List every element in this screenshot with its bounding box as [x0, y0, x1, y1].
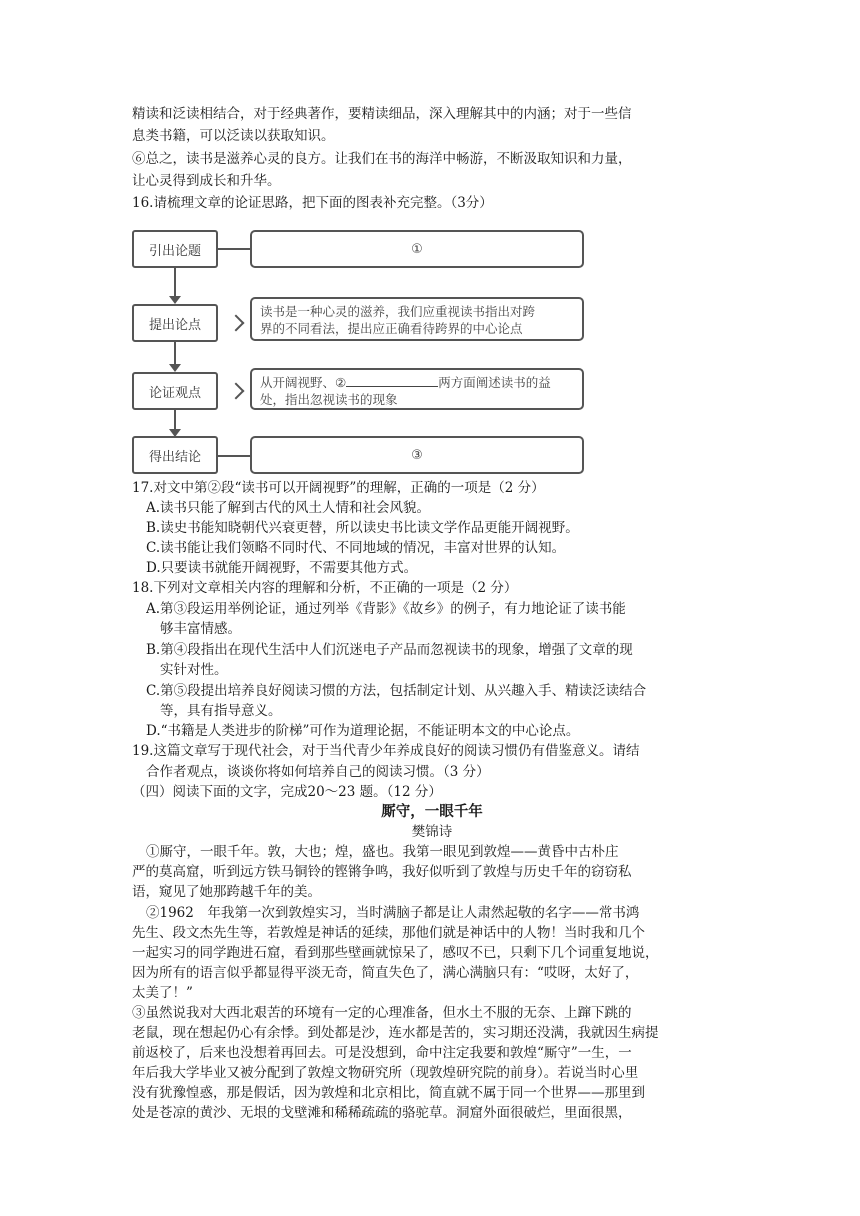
diagram-content-line — [260, 374, 574, 391]
arrow-line — [174, 268, 176, 298]
diagram-content-line: 界的不同看法，提出应正确看待跨界的中心论点 — [260, 321, 523, 336]
section-4-header: （四）阅读下面的文字，完成20～23 题。（12 分） — [132, 784, 442, 800]
question-18-stem: 18.下列对文章相关内容的理解和分析，不正确的一项是（2 分） — [132, 580, 518, 596]
question-19-stem: 19.这篇文章写于现代社会，对于当代青少年养成良好的阅读习惯仍有借鉴意义。请结 — [132, 743, 640, 759]
text-line: 让心灵得到成长和升华。 — [132, 173, 281, 189]
text-line: ⑥总之，读书是滋养心灵的良方。让我们在书的海洋中畅游，不断汲取知识和力量， — [132, 151, 632, 167]
article-line: ③虽然说我对大西北艰苦的环境有一定的心理准备，但水土不服的无奈、上蹿下跳的 — [132, 1005, 632, 1021]
question-19-stem-cont: 合作者观点，谈谈你将如何培养自己的阅读习惯。（3 分） — [146, 764, 490, 780]
article-line: 前返校了，后来也没想着再回去。可是没想到，命中注定我要和敦煌“厮守”一生，一 — [132, 1045, 632, 1061]
article-line: 先生、段文杰先生等，若敦煌是神话的延续，那他们就是神话中的人物！当时我和几个 — [132, 925, 645, 941]
question-17-stem: 17.对文中第②段“读书可以开阔视野”的理解，正确的一项是（2 分） — [132, 480, 545, 496]
article-line: 年后我大学毕业又被分配到了敦煌文物研究所（现敦煌研究院的前身）。若说当时心里 — [132, 1065, 639, 1081]
arrow-down-icon — [169, 296, 181, 304]
text-line: 精读和泛读相结合，对于经典著作，要精读细品，深入理解其中的内涵；对于一些信 — [132, 106, 632, 122]
diagram-label-intro: 引出论题 — [132, 230, 218, 268]
chevron-right-icon — [228, 315, 245, 332]
diagram-label-argument: 论证观点 — [132, 372, 218, 410]
chevron-right-icon — [228, 383, 245, 400]
argument-flow-diagram — [132, 230, 588, 476]
diagram-content-argument — [250, 368, 584, 410]
q17-option-b[interactable]: B.读史书能知晓朝代兴衰更替，所以读史书比读文学作品更能开阔视野。 — [146, 520, 579, 536]
q18-option-c-cont: 等，具有指导意义。 — [160, 703, 282, 719]
diagram-text: 从开阔视野、② — [260, 375, 347, 390]
q18-option-b-cont: 实针对性。 — [160, 662, 228, 678]
article-line: 老鼠，现在想起仍心有余悸。到处都是沙，连水都是苦的，实习期还没满，我就因生病提 — [132, 1025, 659, 1041]
article-line: 语，窥见了她那跨越千年的美。 — [132, 884, 321, 900]
connector-line — [218, 455, 250, 457]
question-16-stem: 16.请梳理文章的论证思路，把下面的图表补充完整。（3分） — [132, 195, 493, 211]
article-line: ①厮守，一眼千年。敦，大也；煌，盛也。我第一眼见到敦煌——黄昏中古朴庄 — [146, 844, 619, 860]
diagram-text: 两方面阐述读书的益 — [438, 375, 551, 390]
arrow-down-icon — [169, 364, 181, 372]
q18-option-c[interactable]: C.第⑤段提出培养良好阅读习惯的方法，包括制定计划、从兴趣入手、精读泛读结合 — [146, 683, 647, 699]
article-author: 樊锦诗 — [411, 824, 453, 840]
article-line: 处是苍凉的黄沙、无垠的戈壁滩和稀稀疏疏的骆驼草。洞窟外面很破烂，里面很黑， — [132, 1105, 632, 1121]
diagram-content-line: 处，指出忽视读书的现象 — [260, 392, 398, 407]
article-line: 没有犹豫惶惑，那是假话，因为敦煌和北京相比，简直就不属于同一个世界——那里到 — [132, 1085, 645, 1101]
diagram-label-thesis: 提出论点 — [132, 304, 218, 342]
article-line: 太美了！” — [132, 985, 193, 1001]
diagram-content-thesis — [250, 297, 584, 341]
diagram-content-line: 读书是一种心灵的滋养，我们应重视读书指出对跨 — [260, 304, 536, 319]
diagram-label-conclusion: 得出结论 — [132, 436, 218, 474]
article-line: 因为所有的语言似乎都显得平淡无奇，简直失色了，满心满脑只有：“哎呀，太好了， — [132, 965, 639, 981]
diagram-blank-2[interactable] — [346, 374, 438, 387]
article-line: 严的莫高窟，听到远方铁马铜铃的铿锵争鸣，我好似听到了敦煌与历史千年的窃窃私 — [132, 864, 632, 880]
article-line: 一起实习的同学跑进石窟，看到那些壁画就惊呆了，感叹不已，只剩下几个词重复地说， — [132, 945, 659, 961]
article-line: ②1962 年我第一次到敦煌实习，当时满脑子都是让人肃然起敬的名字——常书鸿 — [146, 905, 640, 921]
q18-option-a-cont: 够丰富情感。 — [160, 621, 241, 637]
q17-option-c[interactable]: C.读书能让我们领略不同时代、不同地域的情况，丰富对世界的认知。 — [146, 540, 566, 556]
connector-line — [218, 248, 250, 250]
diagram-blank-1[interactable]: ① — [250, 230, 584, 268]
article-title: 厮守，一眼千年 — [381, 803, 483, 820]
q18-option-a[interactable]: A.第③段运用举例论证，通过列举《背影》《故乡》的例子，有力地论证了读书能 — [146, 601, 626, 617]
text-line: 息类书籍，可以泛读以获取知识。 — [132, 128, 335, 144]
q17-option-d[interactable]: D.只要读书就能开阔视野，不需要其他方式。 — [146, 560, 418, 576]
q18-option-d[interactable]: D.“书籍是人类进步的阶梯”可作为道理论据，不能证明本文的中心论点。 — [146, 723, 580, 739]
q17-option-a[interactable]: A.读书只能了解到古代的风土人情和社会风貌。 — [146, 500, 431, 516]
q18-option-b[interactable]: B.第④段指出在现代生活中人们沉迷电子产品而忽视读书的现象，增强了文章的现 — [146, 642, 633, 658]
diagram-blank-3[interactable]: ③ — [250, 436, 584, 474]
